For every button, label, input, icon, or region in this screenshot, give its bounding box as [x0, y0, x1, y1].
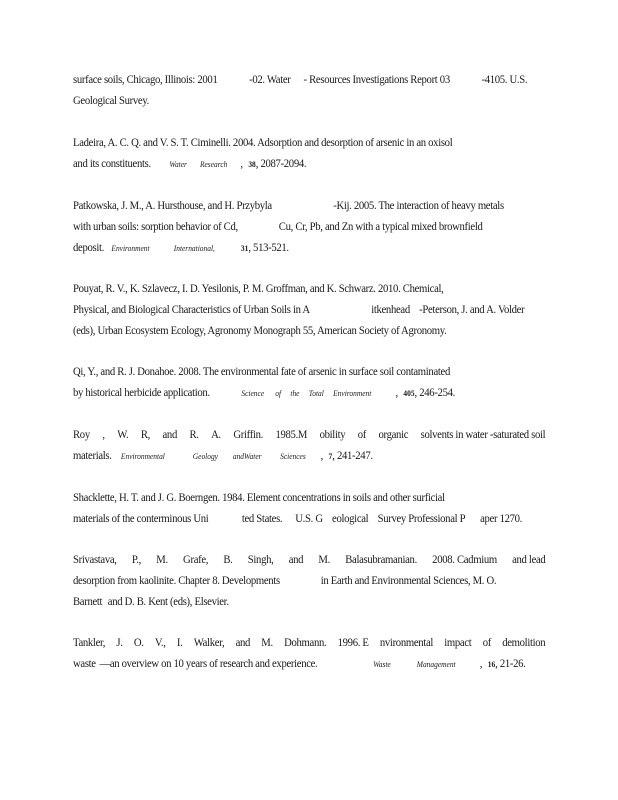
reference-entry [73, 279, 525, 342]
reference-line: Geological Survey. [73, 95, 150, 107]
reference-entry [73, 70, 528, 112]
reference-line: (eds), Urban Ecosystem Ecology, Agronomy Monograph 55, American Society of Agronomy. [73, 325, 447, 337]
reference-line: Ladeira, A. C. Q. and V. S. T. Ciminelli. 2004. Adsorption and desorption of arsenic in an oxisol [73, 137, 453, 149]
reference-line: waste —an overview on 10 years of research and experience. Waste Management , 16, 21-26. [73, 658, 526, 670]
reference-line: desorption from kaolinite. Chapter 8. Developments in Earth and Environmental Sciences, M. O. [73, 575, 497, 587]
reference-line: materials of the conterminous Uni ted States. U.S. G eological Survey Professional P aper 1270. [73, 513, 523, 525]
reference-line: surface soils, Chicago, Illinois: 2001 -02. Water - Resources Investigations Report 03 -4105. U.S. [73, 74, 528, 86]
reference-entry [73, 425, 546, 467]
reference-line: deposit. Environment International, 31, 513-521. [73, 242, 289, 254]
reference-line: Qi, Y., and R. J. Donahoe. 2008. The environmental fate of arsenic in surface soil contaminated [73, 366, 450, 378]
reference-line: and its constituents. Water Research , 38, 2087-2094. [73, 158, 307, 170]
reference-line: by historical herbicide application. Science of the Total Environment , 405, 246-254. [73, 387, 455, 399]
reference-line: Tankler, J. O. V., I. Walker, and M. Dohmann. 1996. E nvironmental impact of demolition [73, 637, 546, 649]
reference-line: materials. Environmental Geology andWater Sciences , 7, 241-247. [73, 450, 373, 462]
reference-entry [73, 362, 515, 404]
reference-line: Barnett and D. B. Kent (eds), Elsevier. [73, 596, 229, 608]
reference-line: Srivastava, P., M. Grafe, B. Singh, and M. Balasubramanian. 2008. Cadmium and lead [73, 554, 546, 566]
reference-entry [73, 633, 546, 675]
reference-entry [73, 133, 515, 175]
reference-line: Patkowska, J. M., A. Hursthouse, and H. Przybyla -Kij. 2005. The interaction of heavy metals [73, 200, 504, 212]
reference-entry [73, 196, 515, 259]
reference-entry [73, 488, 523, 530]
reference-line: with urban soils: sorption behavior of Cd, Cu, Cr, Pb, and Zn with a typical mixed brownfield [73, 221, 483, 233]
reference-line: Roy , W. R, and R. A. Griffin. 1985.M obility of organic solvents in water -saturated soil [73, 429, 546, 441]
reference-entry [73, 550, 546, 613]
reference-line: Physical, and Biological Characteristics of Urban Soils in A itkenhead -Peterson, J. and A. Volder [73, 304, 525, 316]
reference-line: Pouyat, R. V., K. Szlavecz, I. D. Yesilonis, P. M. Groffman, and K. Schwarz. 2010. Chemical, [73, 283, 444, 295]
reference-line: Shacklette, H. T. and J. G. Boerngen. 1984. Element concentrations in soils and other surficial [73, 492, 445, 504]
